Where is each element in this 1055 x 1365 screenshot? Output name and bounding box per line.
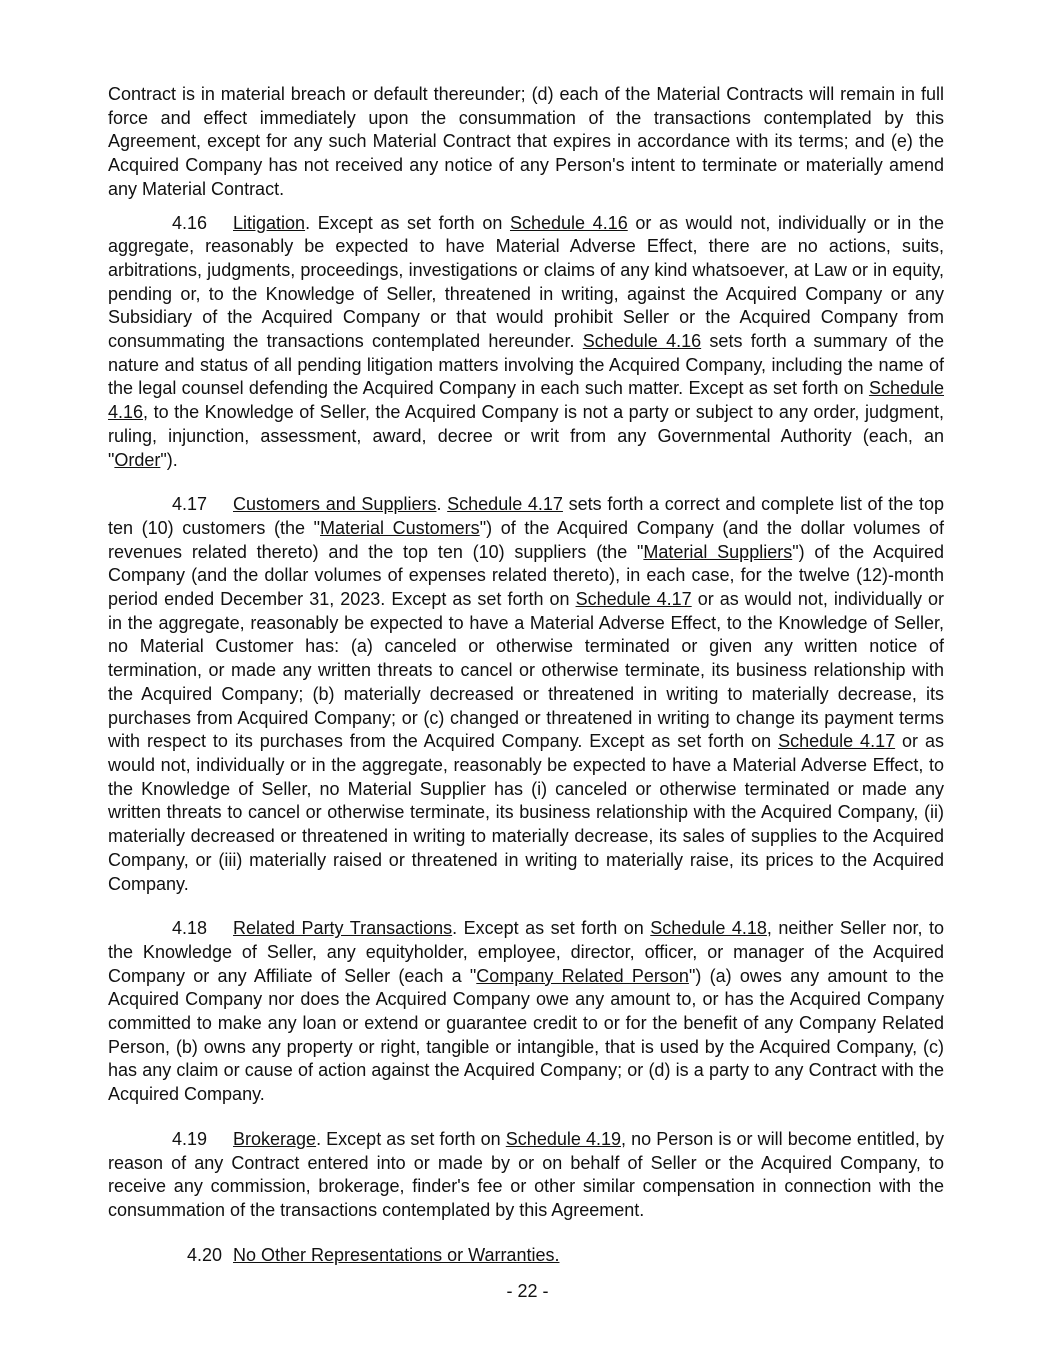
section-4-17 — [108, 493, 944, 896]
defined-term: Order — [114, 449, 161, 470]
section-text: or as would not, individually or in the aggregate, reasonably be expected to have a Material Adverse Effect, to the Knowledge of Seller, no Material Customer has: (a) canceled or otherwise terminated or given any written notice of termination, or made any written threats to cancel or otherwise terminate, its business relationship with the Acquired Company; (b) materially decreased or threatened in writing to materially decrease, its purchases from Acquired Company; or (c) changed or threatened in writing to change its payment terms with respect to its purchases from the Acquired Company. Except as set forth on — [108, 589, 944, 752]
section-number: 4.19 — [172, 1128, 208, 1149]
defined-term: Material Customers — [320, 517, 480, 538]
section-heading: Brokerage — [233, 1128, 317, 1149]
defined-term: Material Suppliers — [643, 541, 793, 562]
section-heading: No Other Representations or Warranties. — [233, 1244, 560, 1265]
section-text: ") (a) owes any amount to the Acquired Company nor does the Acquired Company owe any amount to, or has the Acquired Company committed to make any loan or extend or guarantee credit to or for the benefit of any Company Related Person, (b) owns any property or right, tangible or intangible, that is used by the Acquired Company, (c) has any claim or cause of action against the Acquired Company; or (d) is a party to any Contract with the Acquired Company. — [108, 965, 944, 1105]
schedule-reference: Schedule 4.17 — [447, 494, 563, 515]
section-text: , no Person is or will become entitled, by reason of any Contract entered into or made by or on behalf of Seller or the Acquired Company, to receive any commission, brokerage, finder's fee or other similar compensation in connection with the consummation of the transactions contemplated by this Agreement. — [108, 1128, 944, 1220]
section-4-16 — [108, 212, 944, 473]
section-number: 4.18 — [172, 918, 208, 939]
section-text: sets forth a correct and complete list of the top ten (10) customers (the " — [108, 494, 944, 538]
schedule-reference: Schedule 4.18 — [650, 918, 767, 939]
section-text: . Except as set forth on — [305, 212, 510, 233]
section-4-18 — [108, 917, 944, 1107]
defined-term: Company Related Person — [476, 965, 689, 986]
section-heading: Related Party Transactions — [233, 918, 453, 939]
section-text: or as would not, individually or in the aggregate, reasonably be expected to have Material Adverse Effect, there are no actions, suits, arbitrations, judgments, proceedings, investigations or claims of any kind whatsoever, at Law or in equity, pending or, to the Knowledge of Seller, threatened in writing, against the Acquired Company or any Subsidiary of the Acquired Company or that would prohibit Seller or the Acquired Company from consummating the transactions contemplated hereunder. — [108, 212, 944, 352]
section-text: , to the Knowledge of Seller, the Acquired Company is not a party or subject to any order, judgment, ruling, injunction, assessment, award, decree or writ from any Governmental Authority (each, an " — [108, 402, 944, 470]
section-heading: Customers and Suppliers — [233, 494, 437, 515]
section-text: sets forth a summary of the nature and status of all pending litigation matters involving the Acquired Company, including the name of the legal counsel defending the Acquired Company in each such matter. Except as set forth on — [108, 331, 944, 399]
schedule-reference: Schedule 4.19 — [505, 1128, 621, 1149]
section-text: "). — [160, 449, 178, 470]
section-text: or as would not, individually or in the aggregate, reasonably be expected to have a Material Adverse Effect, to the Knowledge of Seller, no Material Supplier has (i) canceled or otherwise terminated or made any written threats to cancel or otherwise terminate, its business relationship with the Acquired Company, (ii) materially decreased or threatened in writing to materially decrease, its sales of supplies to the Acquired Company, or (iii) materially raised or threatened in writing to materially raise, its prices to the Acquired Company. — [108, 731, 944, 894]
section-number: 4.20 — [187, 1244, 223, 1265]
section-text: . Except as set forth on — [316, 1128, 506, 1149]
page-number: - 22 - — [506, 1281, 549, 1301]
schedule-reference: Schedule 4.17 — [575, 589, 692, 610]
schedule-reference: Schedule 4.17 — [778, 731, 896, 752]
schedule-reference: Schedule 4.16 — [108, 378, 944, 423]
section-heading: Litigation — [233, 212, 306, 233]
section-text: , neither Seller nor, to the Knowledge of Seller, any equityholder, employee, director, officer, or manager of the Acquired Company or any Affiliate of Seller (each a " — [108, 918, 944, 986]
paragraph-continuation: Contract is in material breach or default thereunder; (d) each of the Material Contracts will remain in full force and effect immediately upon the consummation of the transactions contemplated by this Agreement, except for any such Material Contract that expires in accordance with its terms; and (e) the Acquired Company has not received any notice of any Person's intent to terminate or materially amend any Material Contract. — [108, 84, 944, 199]
schedule-reference: Schedule 4.16 — [509, 212, 628, 233]
section-text: ") of the Acquired Company (and the dollar volumes of revenues related thereto) and the top ten (10) suppliers (the " — [108, 517, 945, 562]
section-number: 4.17 — [172, 494, 208, 515]
section-4-20 — [108, 1244, 944, 1268]
section-number: 4.16 — [172, 212, 208, 233]
schedule-reference: Schedule 4.16 — [582, 331, 702, 352]
section-text: . Except as set forth on — [452, 918, 651, 939]
section-text: . — [436, 494, 448, 515]
section-4-19 — [108, 1128, 944, 1223]
section-text: ") of the Acquired Company (and the dollar volumes of expenses related thereto), in each case, for the twelve (12)-month period ended December 31, 2023. Except as set forth on — [108, 541, 944, 610]
